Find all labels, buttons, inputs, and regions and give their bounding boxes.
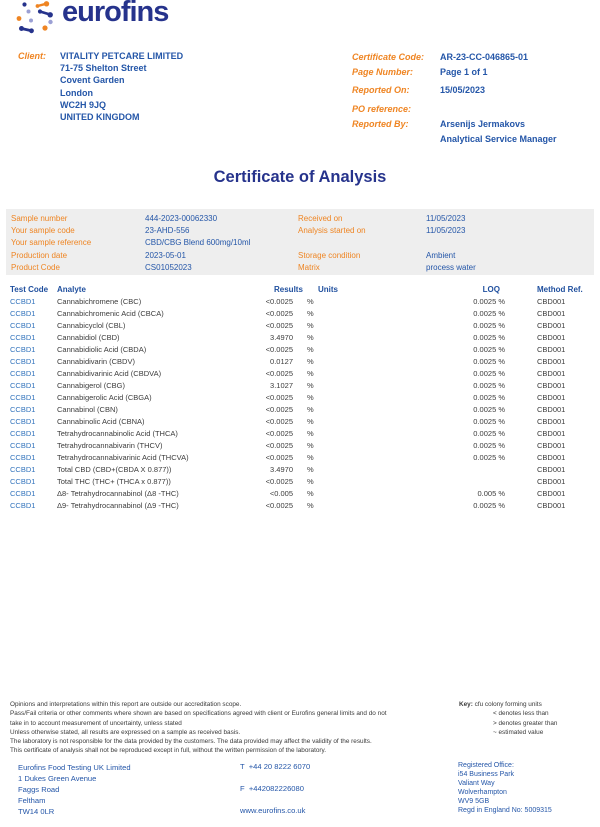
cell-loq: 0.0025 % bbox=[473, 297, 505, 306]
disclaimer-line: Unless otherwise stated, all results are expressed on a sample as received basis. bbox=[10, 728, 241, 736]
cell-unit: % bbox=[307, 441, 314, 450]
column-header-loq: LOQ bbox=[482, 285, 500, 294]
contact-company-line: Faggs Road bbox=[18, 785, 60, 795]
cell-analyte: Cannabichromene (CBC) bbox=[57, 297, 142, 306]
sample-info-value: CS01052023 bbox=[145, 262, 192, 272]
cell-test-code: CCBD1 bbox=[10, 309, 36, 318]
cell-test-code: CCBD1 bbox=[10, 345, 36, 354]
cell-method-ref: CBD001 bbox=[537, 333, 566, 342]
column-header-test-code: Test Code bbox=[10, 285, 49, 294]
registered-office-line: Registered Office: bbox=[458, 762, 514, 769]
cell-loq: 0.005 % bbox=[477, 489, 505, 498]
cell-method-ref: CBD001 bbox=[537, 345, 566, 354]
cell-method-ref: CBD001 bbox=[537, 393, 566, 402]
cell-loq: 0.0025 % bbox=[473, 333, 505, 342]
cell-test-code: CCBD1 bbox=[10, 369, 36, 378]
meta-label: Page Number: bbox=[352, 67, 414, 77]
results-table-body bbox=[0, 296, 600, 512]
meta-label: PO reference: bbox=[352, 104, 412, 114]
table-row bbox=[0, 356, 600, 368]
table-row bbox=[0, 344, 600, 356]
client-address-line: 71-75 Shelton Street bbox=[60, 63, 147, 74]
disclaimer-line: Opinions and interpretations within this report are outside our accreditation scope. bbox=[10, 701, 242, 708]
brand-wordmark: eurofins bbox=[62, 0, 169, 28]
sample-info-label: Analysis started on bbox=[298, 226, 366, 236]
cell-test-code: CCBD1 bbox=[10, 477, 36, 486]
client-address-line: Covent Garden bbox=[60, 75, 125, 86]
cell-analyte: Δ8- Tetrahydrocannabinol (Δ8 -THC) bbox=[57, 489, 179, 498]
sample-info-label: Received on bbox=[298, 214, 343, 223]
disclaimer-line: Pass/Fail criteria or other comments where shown are based on specifications agreed with client or Eurofins general limits and do not bbox=[10, 710, 387, 718]
cell-test-code: CCBD1 bbox=[10, 429, 36, 438]
cell-test-code: CCBD1 bbox=[10, 381, 36, 390]
cell-analyte: Cannabigerol (CBG) bbox=[57, 381, 125, 390]
cell-result: <0.0025 bbox=[265, 345, 293, 354]
sample-info-label: Production date bbox=[11, 250, 68, 260]
column-header-results: Results bbox=[274, 285, 303, 294]
meta-label: Certificate Code: bbox=[352, 52, 425, 62]
cell-method-ref: CBD001 bbox=[537, 429, 566, 438]
cell-loq: 0.0025 % bbox=[473, 429, 505, 438]
table-row bbox=[0, 428, 600, 440]
column-header-analyte: Analyte bbox=[57, 285, 86, 294]
cell-analyte: Cannabidiolic Acid (CBDA) bbox=[57, 345, 147, 354]
cell-loq bbox=[347, 464, 505, 476]
cell-unit: % bbox=[307, 369, 314, 378]
meta-value: AR-23-CC-046865-01 bbox=[440, 52, 529, 62]
cell-result: <0.0025 bbox=[265, 393, 293, 402]
table-row bbox=[0, 380, 600, 392]
cell-analyte: Cannabidivarin (CBDV) bbox=[57, 357, 135, 366]
cell-loq: 0.0025 % bbox=[473, 501, 505, 510]
cell-method-ref: CBD001 bbox=[537, 357, 566, 366]
sample-info-value: 2023-05-01 bbox=[145, 250, 186, 260]
table-row bbox=[0, 452, 600, 464]
client-address-line: WC2H 9JQ bbox=[60, 99, 107, 110]
meta-value: Page 1 of 1 bbox=[440, 67, 488, 77]
cell-loq: 0.0025 % bbox=[473, 381, 505, 390]
sample-info-panel bbox=[6, 209, 594, 275]
sample-info-label: Product Code bbox=[11, 262, 60, 272]
sample-info-value: process water bbox=[426, 262, 476, 272]
contact-phone-line: F +442082226080 bbox=[240, 784, 304, 793]
registered-office-line: Wolverhampton bbox=[458, 789, 507, 796]
cell-unit: % bbox=[307, 393, 314, 402]
table-row bbox=[0, 464, 600, 476]
sample-info-row bbox=[6, 225, 594, 237]
cell-result: <0.0025 bbox=[265, 429, 293, 438]
cell-test-code: CCBD1 bbox=[10, 357, 36, 366]
contact-phone-line: T +44 20 8222 6070 bbox=[240, 762, 311, 771]
meta-label bbox=[352, 132, 440, 147]
table-row bbox=[0, 392, 600, 404]
key-block bbox=[459, 700, 558, 737]
meta-row bbox=[352, 50, 592, 65]
disclaimer-block bbox=[10, 700, 458, 756]
client-address-line: VITALITY PETCARE LIMITED bbox=[60, 51, 184, 61]
cell-unit: % bbox=[307, 501, 314, 510]
meta-row bbox=[352, 65, 592, 80]
cell-loq: 0.0025 % bbox=[473, 369, 505, 378]
cell-loq: 0.0025 % bbox=[473, 441, 505, 450]
meta-value: Arsenijs Jermakovs bbox=[440, 119, 526, 129]
cell-unit: % bbox=[307, 345, 314, 354]
cell-loq: 0.0025 % bbox=[473, 309, 505, 318]
cell-result: <0.0025 bbox=[265, 453, 293, 462]
meta-label: Reported On: bbox=[352, 85, 410, 95]
sample-info-value bbox=[426, 237, 594, 249]
cell-analyte: Tetrahydrocannabinolic Acid (THCA) bbox=[57, 429, 178, 438]
cell-analyte: Total CBD (CBD+(CBDA X 0.877)) bbox=[57, 465, 172, 474]
table-row bbox=[0, 440, 600, 452]
cell-method-ref: CBD001 bbox=[537, 405, 566, 414]
cell-test-code: CCBD1 bbox=[10, 405, 36, 414]
contact-company-line: TW14 0LR bbox=[18, 807, 55, 817]
cell-analyte: Cannabicyclol (CBL) bbox=[57, 321, 126, 330]
cell-method-ref: CBD001 bbox=[537, 489, 566, 498]
table-row bbox=[0, 368, 600, 380]
sample-info-value: 444-2023-00062330 bbox=[145, 214, 218, 223]
key-items bbox=[459, 709, 558, 737]
cell-test-code: CCBD1 bbox=[10, 297, 36, 306]
sample-info-value: CBD/CBG Blend 600mg/10ml bbox=[145, 238, 251, 248]
cell-method-ref: CBD001 bbox=[537, 417, 566, 426]
cell-result: <0.0025 bbox=[265, 477, 293, 486]
sample-info-row bbox=[6, 213, 594, 225]
cell-analyte: Δ9- Tetrahydrocannabinol (Δ9 -THC) bbox=[57, 501, 179, 510]
cell-method-ref: CBD001 bbox=[537, 477, 566, 486]
page-title: Certificate of Analysis bbox=[213, 168, 387, 186]
disclaimer-line: This certificate of analysis shall not be reproduced except in full, without the written permission of the laboratory. bbox=[10, 747, 327, 755]
client-address-line: UNITED KINGDOM bbox=[60, 112, 140, 123]
table-row bbox=[0, 416, 600, 428]
cell-method-ref: CBD001 bbox=[537, 309, 566, 318]
sample-info-value: 11/05/2023 bbox=[426, 214, 466, 223]
cell-test-code: CCBD1 bbox=[10, 453, 36, 462]
cell-method-ref: CBD001 bbox=[537, 297, 566, 306]
meta-value: Analytical Service Manager bbox=[440, 134, 557, 144]
eurofins-logo-icon bbox=[16, 1, 56, 39]
cell-analyte: Cannabigerolic Acid (CBGA) bbox=[57, 393, 152, 402]
sample-info-row bbox=[6, 262, 594, 274]
cell-result: 0.0127 bbox=[270, 357, 293, 366]
cell-unit: % bbox=[307, 489, 314, 498]
cell-unit: % bbox=[307, 417, 314, 426]
key-item: < denotes less than bbox=[493, 710, 549, 718]
table-row bbox=[0, 500, 600, 512]
sample-info-label: Matrix bbox=[298, 262, 320, 272]
key-item: ~ estimated value bbox=[493, 728, 544, 736]
registered-office-line: Valiant Way bbox=[458, 780, 495, 787]
cell-result: <0.0025 bbox=[265, 441, 293, 450]
meta-row bbox=[352, 117, 592, 132]
cell-method-ref: CBD001 bbox=[537, 441, 566, 450]
cell-result: <0.0025 bbox=[265, 369, 293, 378]
cell-unit: % bbox=[307, 309, 314, 318]
meta-value: 15/05/2023 bbox=[440, 85, 486, 95]
cell-test-code: CCBD1 bbox=[10, 417, 36, 426]
cell-loq: 0.0025 % bbox=[473, 345, 505, 354]
contact-company-line: Feltham bbox=[18, 796, 46, 806]
key-label: Key: bbox=[459, 701, 473, 708]
cell-result: <0.005 bbox=[269, 489, 293, 498]
cell-loq: 0.0025 % bbox=[473, 417, 505, 426]
cell-result: <0.0025 bbox=[265, 417, 293, 426]
cell-unit: % bbox=[307, 381, 314, 390]
cell-analyte: Cannabinol (CBN) bbox=[57, 405, 118, 414]
results-table-header bbox=[0, 283, 600, 296]
column-header-units: Units bbox=[318, 285, 338, 294]
column-header-method-ref: Method Ref. bbox=[537, 285, 583, 294]
sample-info-label: Your sample code bbox=[11, 226, 75, 236]
cell-method-ref: CBD001 bbox=[537, 321, 566, 330]
cell-test-code: CCBD1 bbox=[10, 489, 36, 498]
cell-test-code: CCBD1 bbox=[10, 321, 36, 330]
cell-test-code: CCBD1 bbox=[10, 465, 36, 474]
sample-info-label: Storage condition bbox=[298, 250, 361, 260]
client-address bbox=[60, 50, 183, 123]
disclaimer-line: The laboratory is not responsible for the data provided by the customers. The data provided may affect the validity of the results. bbox=[10, 738, 372, 746]
cell-analyte: Tetrahydrocannabivarin (THCV) bbox=[57, 441, 163, 450]
meta-label: Reported By: bbox=[352, 119, 409, 129]
client-address-line: London bbox=[60, 87, 93, 98]
meta-row bbox=[352, 102, 592, 117]
contact-company-line: Eurofins Food Testing UK Limited bbox=[18, 763, 131, 772]
cell-unit: % bbox=[307, 333, 314, 342]
registered-office-block bbox=[458, 761, 552, 815]
registered-office-line: WV9 5GB bbox=[458, 798, 490, 805]
cell-analyte: Tetrahydrocannabivarinic Acid (THCVA) bbox=[57, 453, 189, 462]
cell-loq: 0.0025 % bbox=[473, 405, 505, 414]
cell-test-code: CCBD1 bbox=[10, 333, 36, 342]
table-row bbox=[0, 488, 600, 500]
cell-analyte: Cannabidiol (CBD) bbox=[57, 333, 120, 342]
table-row bbox=[0, 308, 600, 320]
cell-method-ref: CBD001 bbox=[537, 465, 566, 474]
contact-company-line: 1 Dukes Green Avenue bbox=[18, 774, 97, 784]
table-row bbox=[0, 332, 600, 344]
key-cfu-text: cfu colony forming units bbox=[472, 701, 542, 708]
cell-method-ref: CBD001 bbox=[537, 501, 566, 510]
cell-unit: % bbox=[307, 477, 314, 486]
cell-unit: % bbox=[307, 429, 314, 438]
cell-unit: % bbox=[307, 453, 314, 462]
cell-loq: 0.0025 % bbox=[473, 321, 505, 330]
sample-info-label: Your sample reference bbox=[11, 238, 92, 248]
contact-company-address bbox=[18, 762, 131, 817]
cell-test-code: CCBD1 bbox=[10, 441, 36, 450]
registered-office-line: Regd in England No: 5009315 bbox=[458, 807, 552, 814]
cell-result: 3.1027 bbox=[270, 381, 293, 390]
cell-result: <0.0025 bbox=[265, 501, 293, 510]
sample-info-row bbox=[6, 237, 594, 249]
registered-office-line: i54 Business Park bbox=[458, 771, 515, 778]
cell-unit: % bbox=[307, 357, 314, 366]
cell-method-ref: CBD001 bbox=[537, 369, 566, 378]
client-label: Client: bbox=[18, 51, 46, 61]
sample-info-row bbox=[6, 250, 594, 262]
meta-row bbox=[352, 83, 592, 98]
cell-unit: % bbox=[307, 297, 314, 306]
cell-test-code: CCBD1 bbox=[10, 393, 36, 402]
contact-phone-line: www.eurofins.co.uk bbox=[240, 806, 306, 815]
cell-loq: 0.0025 % bbox=[473, 393, 505, 402]
cell-test-code: CCBD1 bbox=[10, 501, 36, 510]
cell-analyte: Cannabichromenic Acid (CBCA) bbox=[57, 309, 164, 318]
key-item: > denotes greater than bbox=[493, 719, 558, 727]
sample-info-value: 23-AHD-556 bbox=[145, 226, 190, 236]
sample-info-label: Sample number bbox=[11, 214, 68, 223]
cell-result: 3.4970 bbox=[270, 333, 293, 342]
sample-info-label bbox=[298, 237, 426, 249]
cell-result: <0.0025 bbox=[265, 321, 293, 330]
cell-loq: 0.0025 % bbox=[473, 453, 505, 462]
meta-row bbox=[352, 132, 592, 147]
cell-method-ref: CBD001 bbox=[537, 453, 566, 462]
table-row bbox=[0, 296, 600, 308]
disclaimer-line: take in to account measurement of uncertainty, unless stated bbox=[10, 719, 182, 727]
cell-result: <0.0025 bbox=[265, 297, 293, 306]
sample-info-value: Ambient bbox=[426, 250, 456, 260]
sample-info-value: 11/05/2023 bbox=[426, 226, 466, 236]
cell-method-ref: CBD001 bbox=[537, 381, 566, 390]
cell-analyte: Cannabinolic Acid (CBNA) bbox=[57, 417, 145, 426]
cell-loq bbox=[347, 476, 505, 488]
cell-analyte: Cannabidivarinic Acid (CBDVA) bbox=[57, 369, 162, 378]
key-first-line bbox=[459, 700, 558, 709]
cell-unit: % bbox=[307, 405, 314, 414]
cell-result: 3.4970 bbox=[270, 465, 293, 474]
contact-phone-block bbox=[240, 763, 310, 827]
cell-unit: % bbox=[307, 465, 314, 474]
certificate-meta bbox=[352, 50, 592, 147]
table-row bbox=[0, 476, 600, 488]
cell-result: <0.0025 bbox=[265, 309, 293, 318]
cell-unit: % bbox=[307, 321, 314, 330]
table-row bbox=[0, 320, 600, 332]
table-row bbox=[0, 404, 600, 416]
cell-analyte: Total THC (THC+ (THCA x 0.877)) bbox=[57, 477, 171, 486]
cell-result: <0.0025 bbox=[265, 405, 293, 414]
cell-loq: 0.0025 % bbox=[473, 357, 505, 366]
